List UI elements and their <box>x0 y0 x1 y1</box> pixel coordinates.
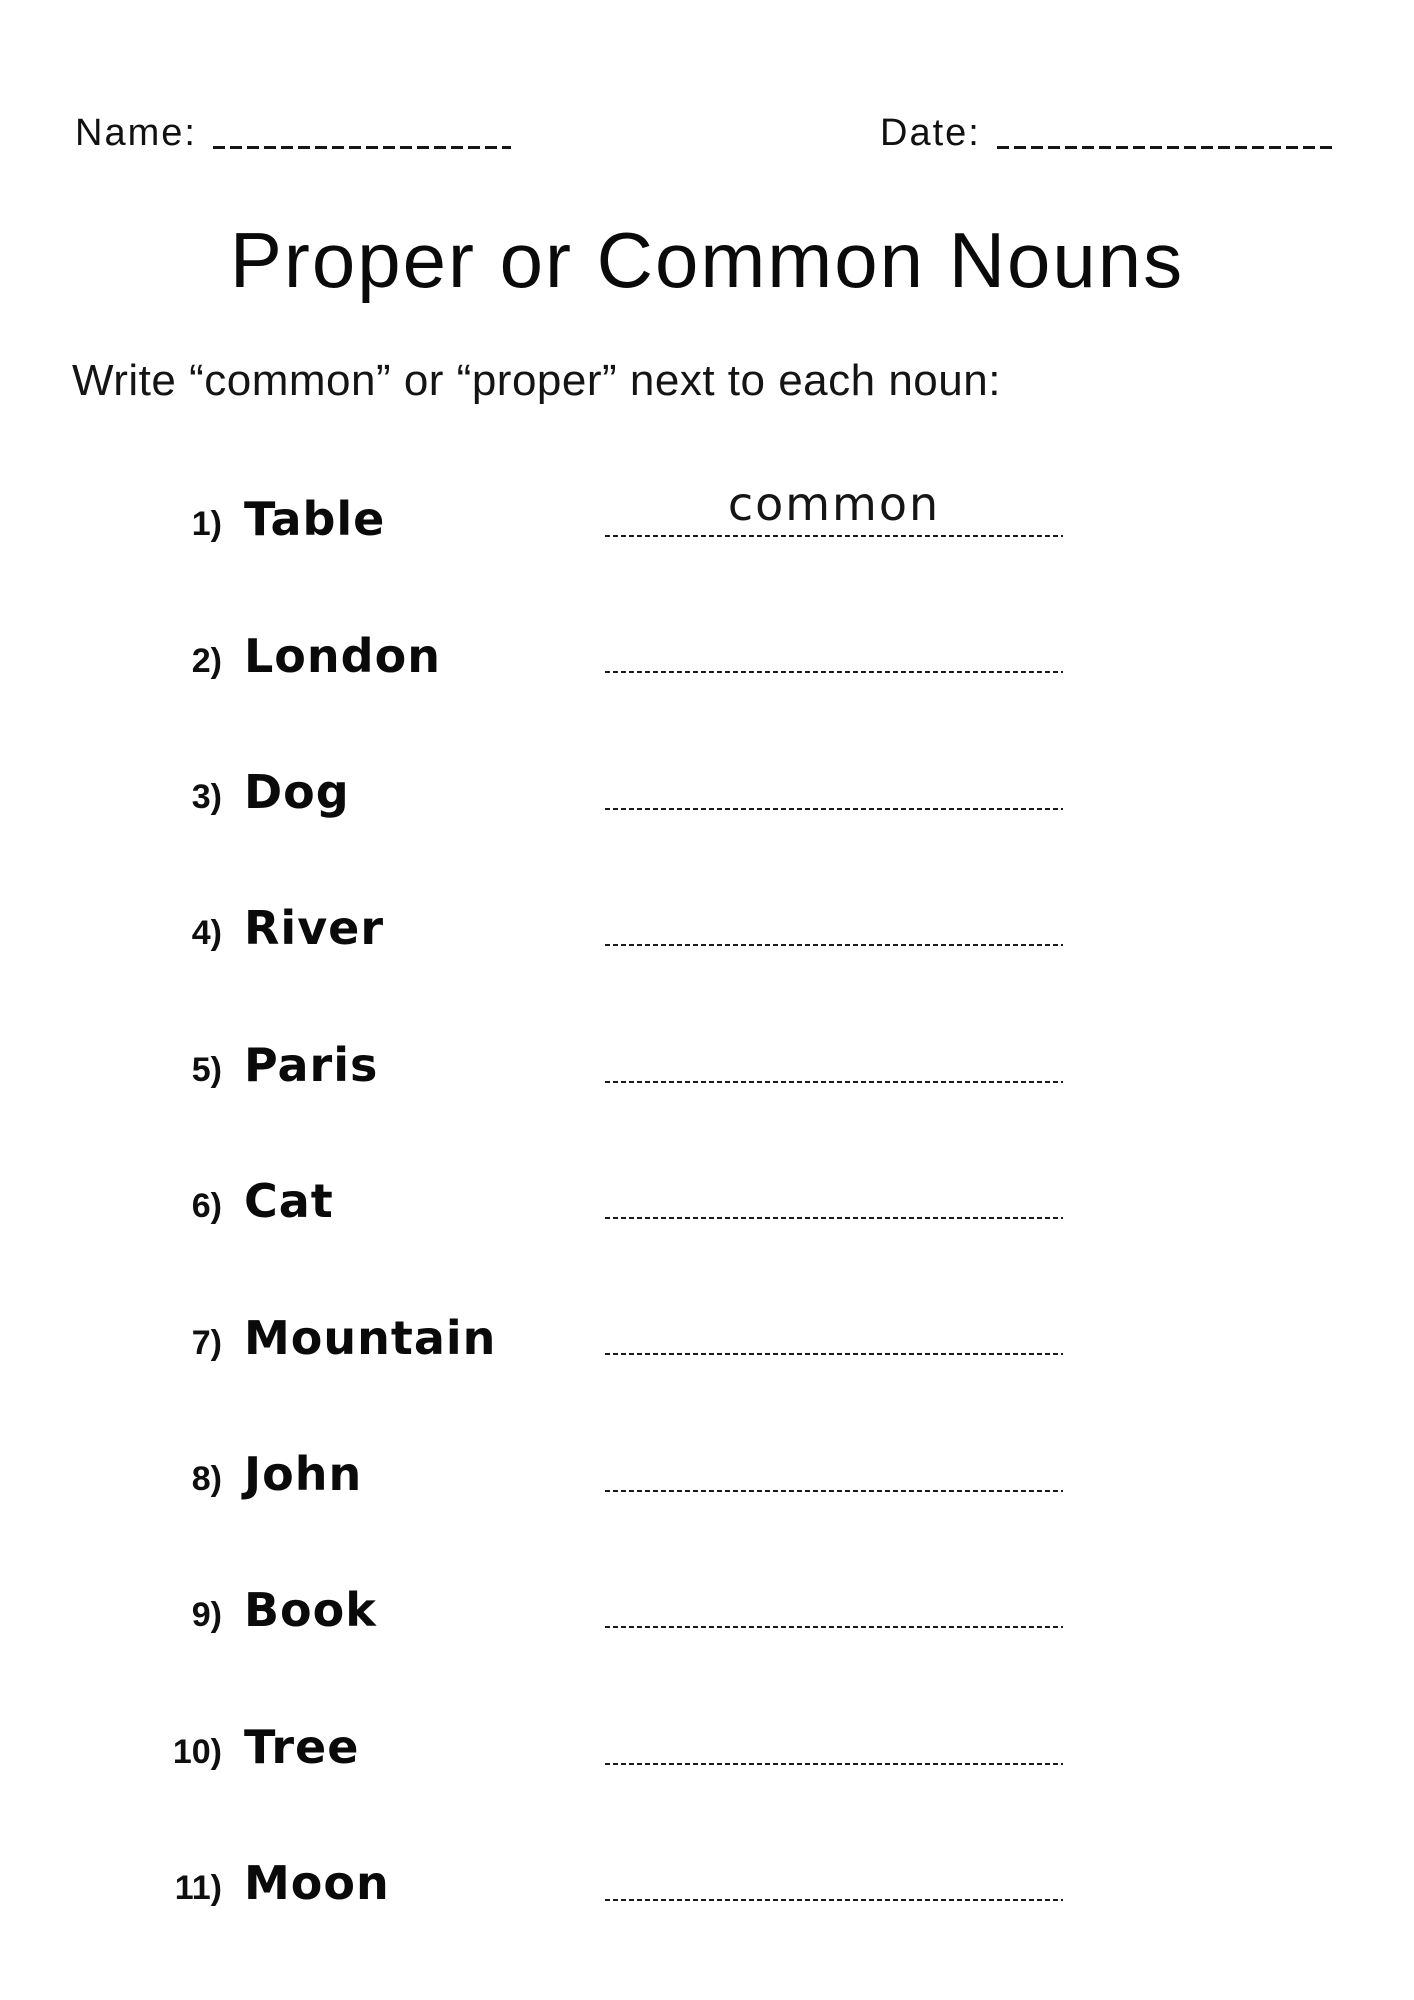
noun-row-left <box>0 1583 600 1637</box>
item-noun: Mountain <box>244 1310 497 1365</box>
item-noun: John <box>244 1446 363 1501</box>
noun-row <box>0 860 1414 996</box>
noun-row <box>0 1406 1414 1542</box>
name-field-row <box>75 112 511 156</box>
item-noun: Table <box>244 492 386 547</box>
answer-line[interactable] <box>605 808 1063 810</box>
noun-row <box>0 1815 1414 1951</box>
item-noun: Moon <box>244 1856 390 1911</box>
date-input-line[interactable] <box>997 146 1337 149</box>
item-number: 8) <box>191 1459 222 1498</box>
date-field-row <box>880 112 1337 156</box>
item-number: 7) <box>191 1323 222 1362</box>
answer-line[interactable] <box>605 1899 1063 1901</box>
item-number: 11) <box>174 1869 222 1908</box>
noun-row <box>0 1542 1414 1678</box>
item-noun: Paris <box>244 1037 379 1092</box>
answer-text <box>605 613 1063 667</box>
noun-row-left <box>0 1038 600 1092</box>
noun-row <box>0 1133 1414 1269</box>
answer-text <box>605 1432 1063 1486</box>
name-input-line[interactable] <box>213 146 511 149</box>
item-number: 6) <box>191 1187 222 1226</box>
noun-row <box>0 587 1414 723</box>
answer-text <box>605 1705 1063 1759</box>
noun-row-left <box>0 1720 600 1774</box>
item-noun: Book <box>244 1583 377 1638</box>
answer-text <box>605 1295 1063 1349</box>
noun-row-left <box>0 629 600 683</box>
answer-text <box>605 886 1063 940</box>
item-noun: Dog <box>244 764 350 819</box>
answer-text <box>605 1023 1063 1077</box>
answer-line[interactable] <box>605 671 1063 673</box>
noun-row-left <box>0 1447 600 1501</box>
item-noun: River <box>244 901 385 956</box>
item-noun: Cat <box>244 1174 334 1229</box>
answer-text <box>605 1159 1063 1213</box>
item-number: 4) <box>191 914 222 953</box>
noun-list <box>0 451 1414 1951</box>
answer-text: common <box>727 477 941 531</box>
noun-row-left <box>0 1856 600 1910</box>
noun-row-left <box>0 1174 600 1228</box>
answer-line[interactable] <box>605 1353 1063 1355</box>
answer-line[interactable] <box>605 1626 1063 1628</box>
noun-row-left <box>0 901 600 955</box>
answer-line[interactable] <box>605 1217 1063 1219</box>
answer-line[interactable] <box>605 1763 1063 1765</box>
item-number: 3) <box>191 777 222 816</box>
noun-row-left <box>0 1311 600 1365</box>
item-number: 5) <box>191 1050 222 1089</box>
item-number: 10) <box>172 1732 222 1771</box>
page-title: Proper or Common Nouns <box>229 216 1185 304</box>
answer-line[interactable] <box>605 944 1063 946</box>
answer-text <box>605 1841 1063 1895</box>
noun-row <box>0 724 1414 860</box>
answer-line[interactable] <box>605 1490 1063 1492</box>
name-label: Name: <box>75 112 197 154</box>
item-noun: Tree <box>244 1719 360 1774</box>
noun-row <box>0 1679 1414 1815</box>
answer-text <box>605 750 1063 804</box>
item-number: 9) <box>191 1596 222 1635</box>
date-label: Date: <box>880 112 981 154</box>
instructions-text: Write “common” or “proper” next to each noun: <box>72 356 1001 405</box>
item-number: 1) <box>191 505 222 544</box>
noun-row-left <box>0 765 600 819</box>
noun-row <box>0 997 1414 1133</box>
noun-row <box>0 1269 1414 1405</box>
answer-text <box>605 1568 1063 1622</box>
item-noun: London <box>244 628 441 683</box>
noun-row-left <box>0 492 600 546</box>
noun-row <box>0 451 1414 587</box>
item-number: 2) <box>191 641 222 680</box>
answer-line[interactable] <box>605 1081 1063 1083</box>
answer-line[interactable] <box>605 535 1063 537</box>
